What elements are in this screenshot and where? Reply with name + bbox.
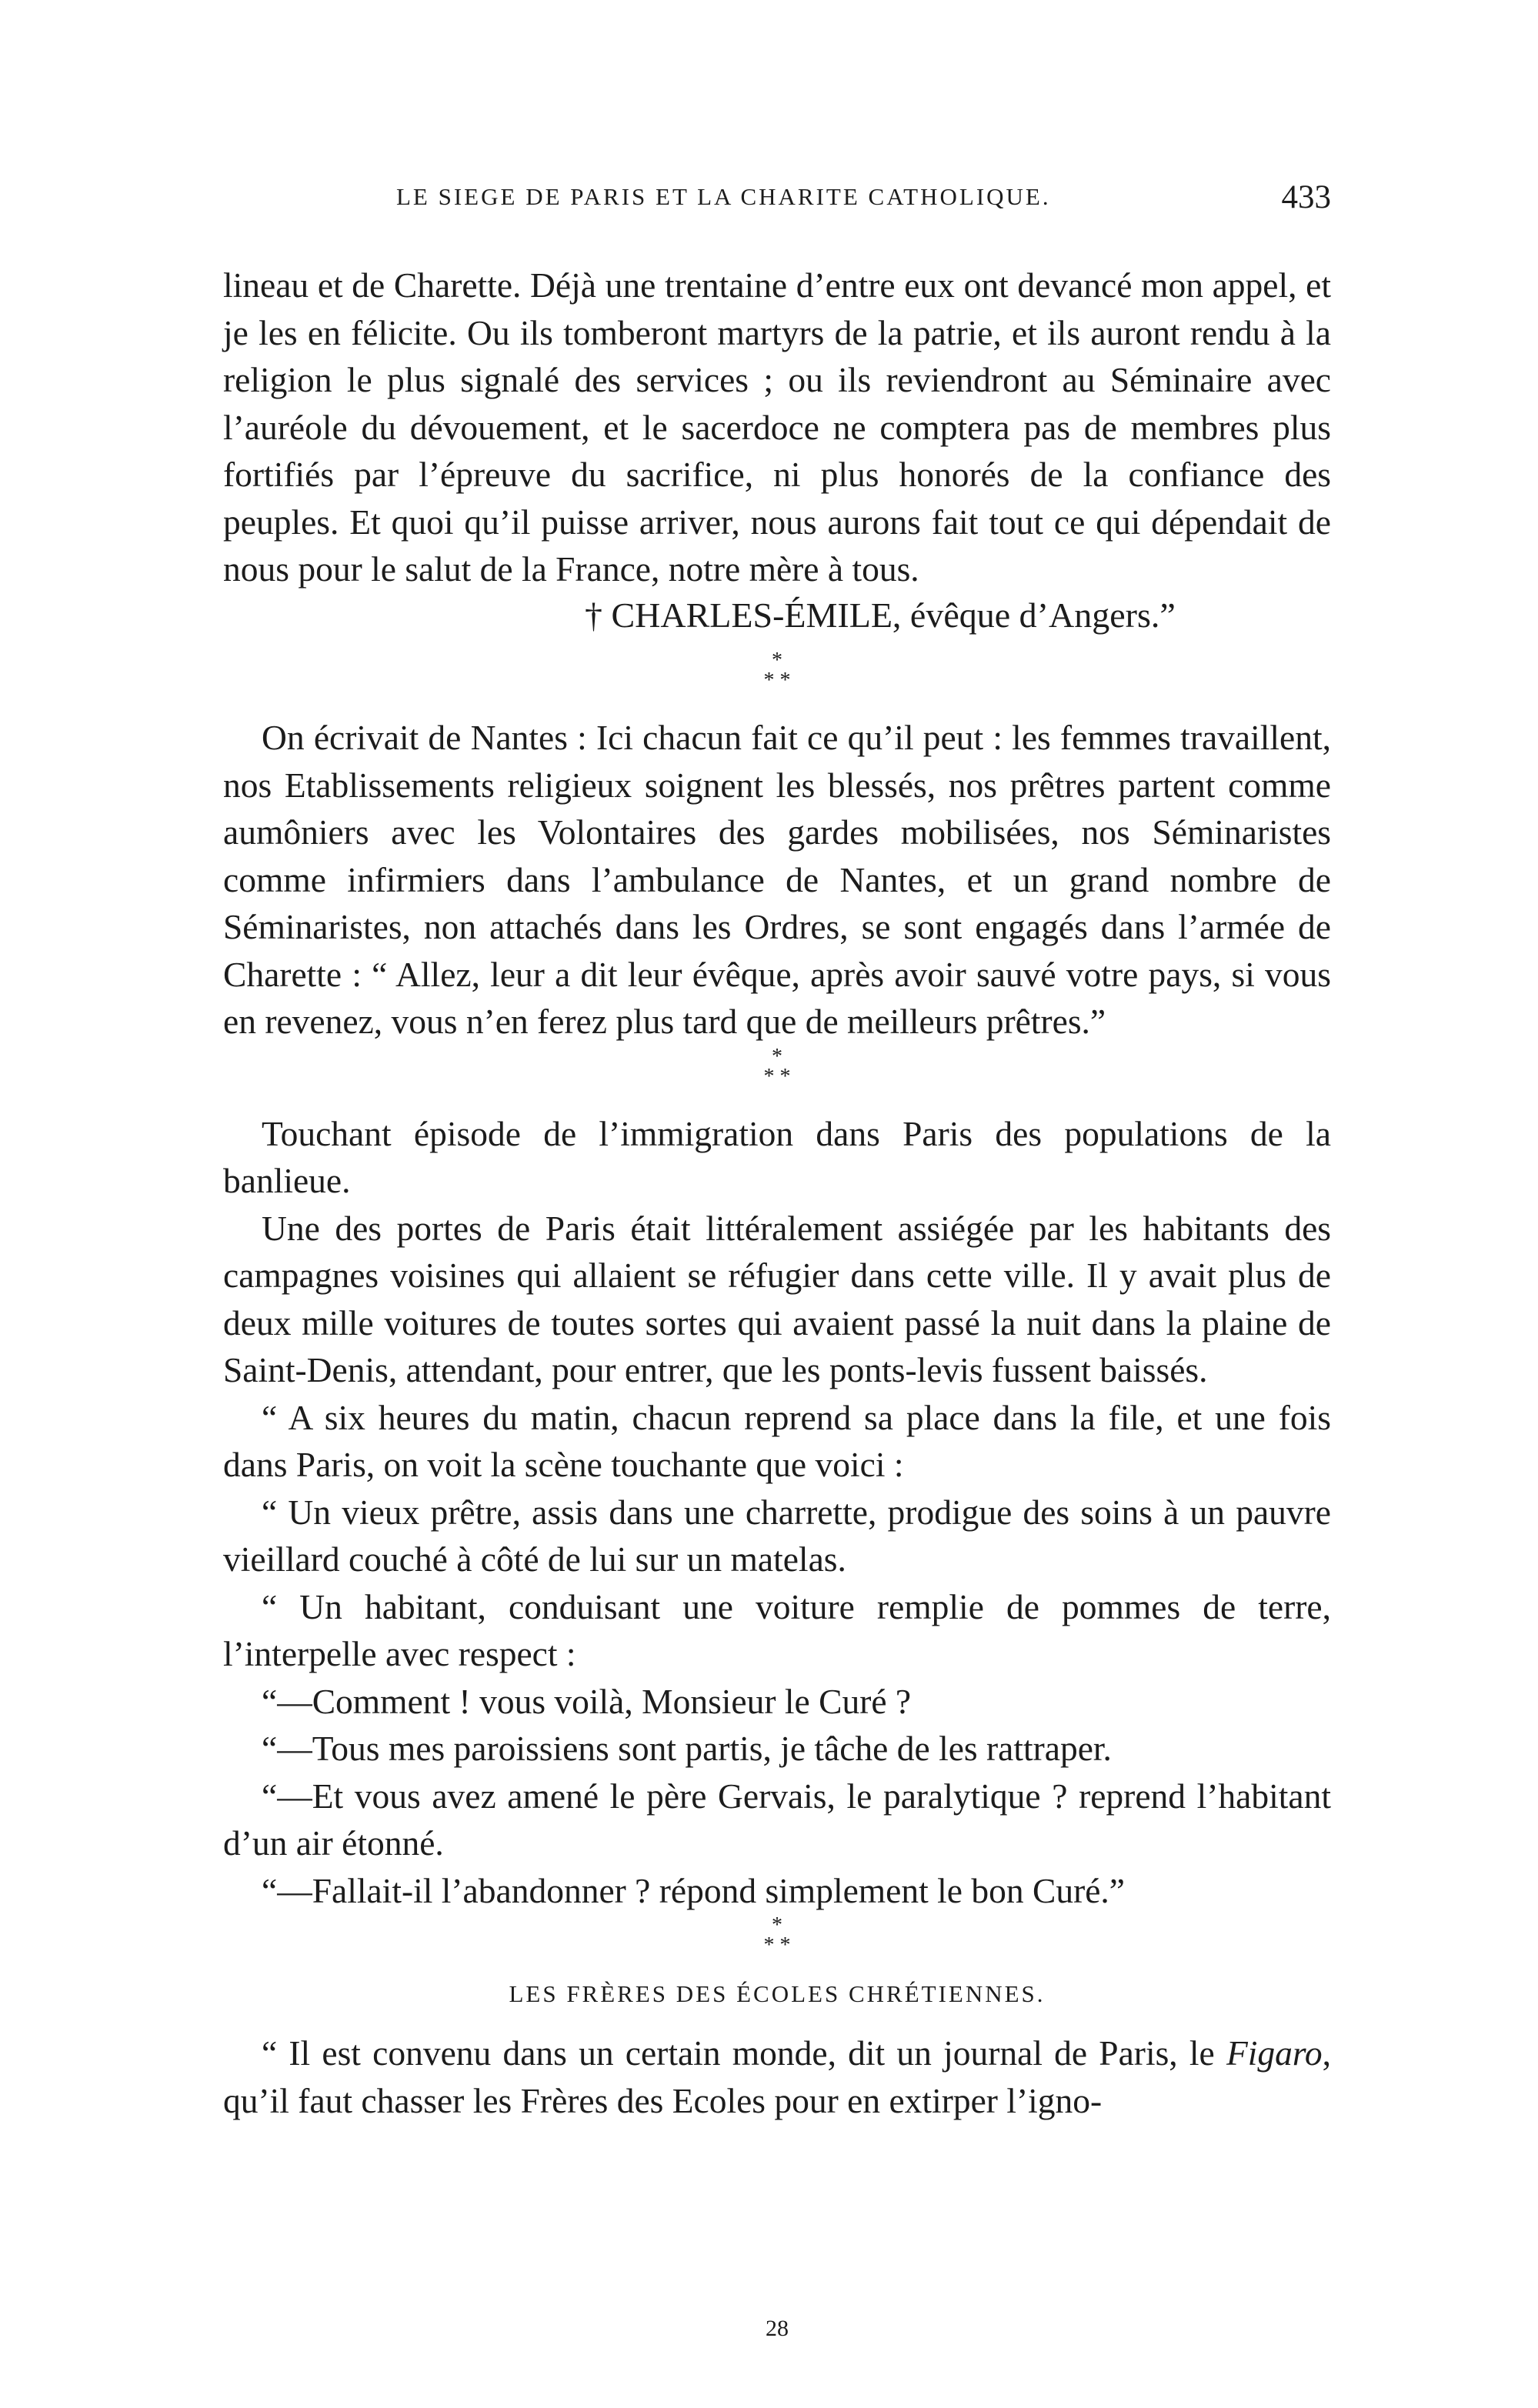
paragraph: “ Un habitant, conduisant une voiture remplie de pommes de terre, l’interpelle avec respect :	[223, 1586, 1331, 1673]
paragraph: Touchant épisode de l’immigration dans Paris des populations de la banlieue.	[223, 1113, 1331, 1200]
journal-title: Figaro	[1226, 2033, 1323, 2073]
body-text	[223, 262, 1331, 2124]
signature-mark: 28	[766, 2316, 789, 2341]
paragraph-end: , qu’il faut chasser les Frères des Ecoles pour en extirper l’igno-	[223, 2033, 1332, 2120]
asterism-bottom: * *	[763, 1064, 791, 1089]
dialogue-line: “—Tous mes paroissiens sont partis, je tâche de les rattraper.	[262, 1729, 1112, 1768]
asterism-top: *	[772, 1044, 782, 1069]
paragraph: “ A six heures du matin, chacun reprend sa place dans la file, et une fois dans Paris, on voit la scène touchante que voici :	[223, 1397, 1331, 1484]
dialogue-line: “—Et vous avez amené le père Gervais, le paralytique ? reprend l’habitant d’un air étonné.	[223, 1776, 1331, 1863]
paragraph: Une des portes de Paris était littéralement assiégée par les habitants des campagnes voisines qui allaient se réfugier dans cette ville. Il y avait plus de deux mille voitures de toutes sortes qui avaient passé la nuit dans la plaine de Saint-Denis, attendant, pour entrer, que les ponts-levis fussent baissés.	[223, 1208, 1331, 1389]
asterism-top: *	[772, 1913, 782, 1937]
paragraph	[223, 2029, 1331, 2124]
asterism-top: *	[772, 649, 782, 672]
paragraph: “ Un vieux prêtre, assis dans une charrette, prodigue des soins à un pauvre vieillard couché à côté de lui sur un matelas.	[223, 1492, 1331, 1579]
page-number: 433	[1281, 179, 1331, 215]
paragraph: lineau et de Charette. Déjà une trentaine d’entre eux ont devancé mon appel, et je les en félicite. Ou ils tomberont martyrs de la patrie, et ils auront rendu à la religion le plus signalé des services ; ou ils reviendront au Séminaire avec l’auréole du dévouement, et le sacerdoce ne comptera pas de membres plus fortifiés par l’épreuve du sacrifice, ni plus honorés de la confiance des peuples. Et quoi qu’il puisse arriver, nous aurons fait tout ce qui dépendait de nous pour le salut de la France, notre mère à tous.	[223, 265, 1331, 589]
dialogue-line: “—Comment ! vous voilà, Monsieur le Curé ?	[262, 1681, 912, 1721]
asterism-bottom: * *	[763, 1933, 791, 1957]
running-header	[223, 179, 1331, 229]
section-heading: LES FRÈRES DES ÉCOLES CHRÉTIENNES.	[509, 1980, 1046, 2007]
dialogue-line: “—Fallait-il l’abandonner ? répond simplement le bon Curé.”	[262, 1870, 1125, 1910]
asterism-bottom: * *	[763, 669, 791, 692]
paragraph: On écrivait de Nantes : Ici chacun fait ce qu’il peut : les femmes travaillent, nos Etablissements religieux soignent les blessés, nos prêtres partent comme aumôniers avec les Volontaires des gardes mobilisées, nos Séminaristes comme infirmiers dans l’ambulance de Nantes, et un grand nombre de Séminaristes, non attachés dans les Ordres, se sont engagés dans l’armée de Charette : “ Allez, leur a dit leur évêque, après avoir sauvé votre pays, si vous en revenez, vous n’en ferez plus tard que de meilleurs prêtres.”	[223, 718, 1331, 1041]
asterism	[223, 1044, 1331, 1096]
asterism	[223, 651, 1331, 700]
asterism	[223, 1913, 1331, 1965]
paragraph-start: “ Il est convenu dans un certain monde, dit un journal de Paris, le	[262, 2033, 1215, 2073]
running-title: LE SIEGE DE PARIS ET LA CHARITE CATHOLIQUE.	[396, 183, 1051, 210]
signature: † CHARLES-ÉMILE, évêque d’Angers.”	[585, 595, 1176, 635]
